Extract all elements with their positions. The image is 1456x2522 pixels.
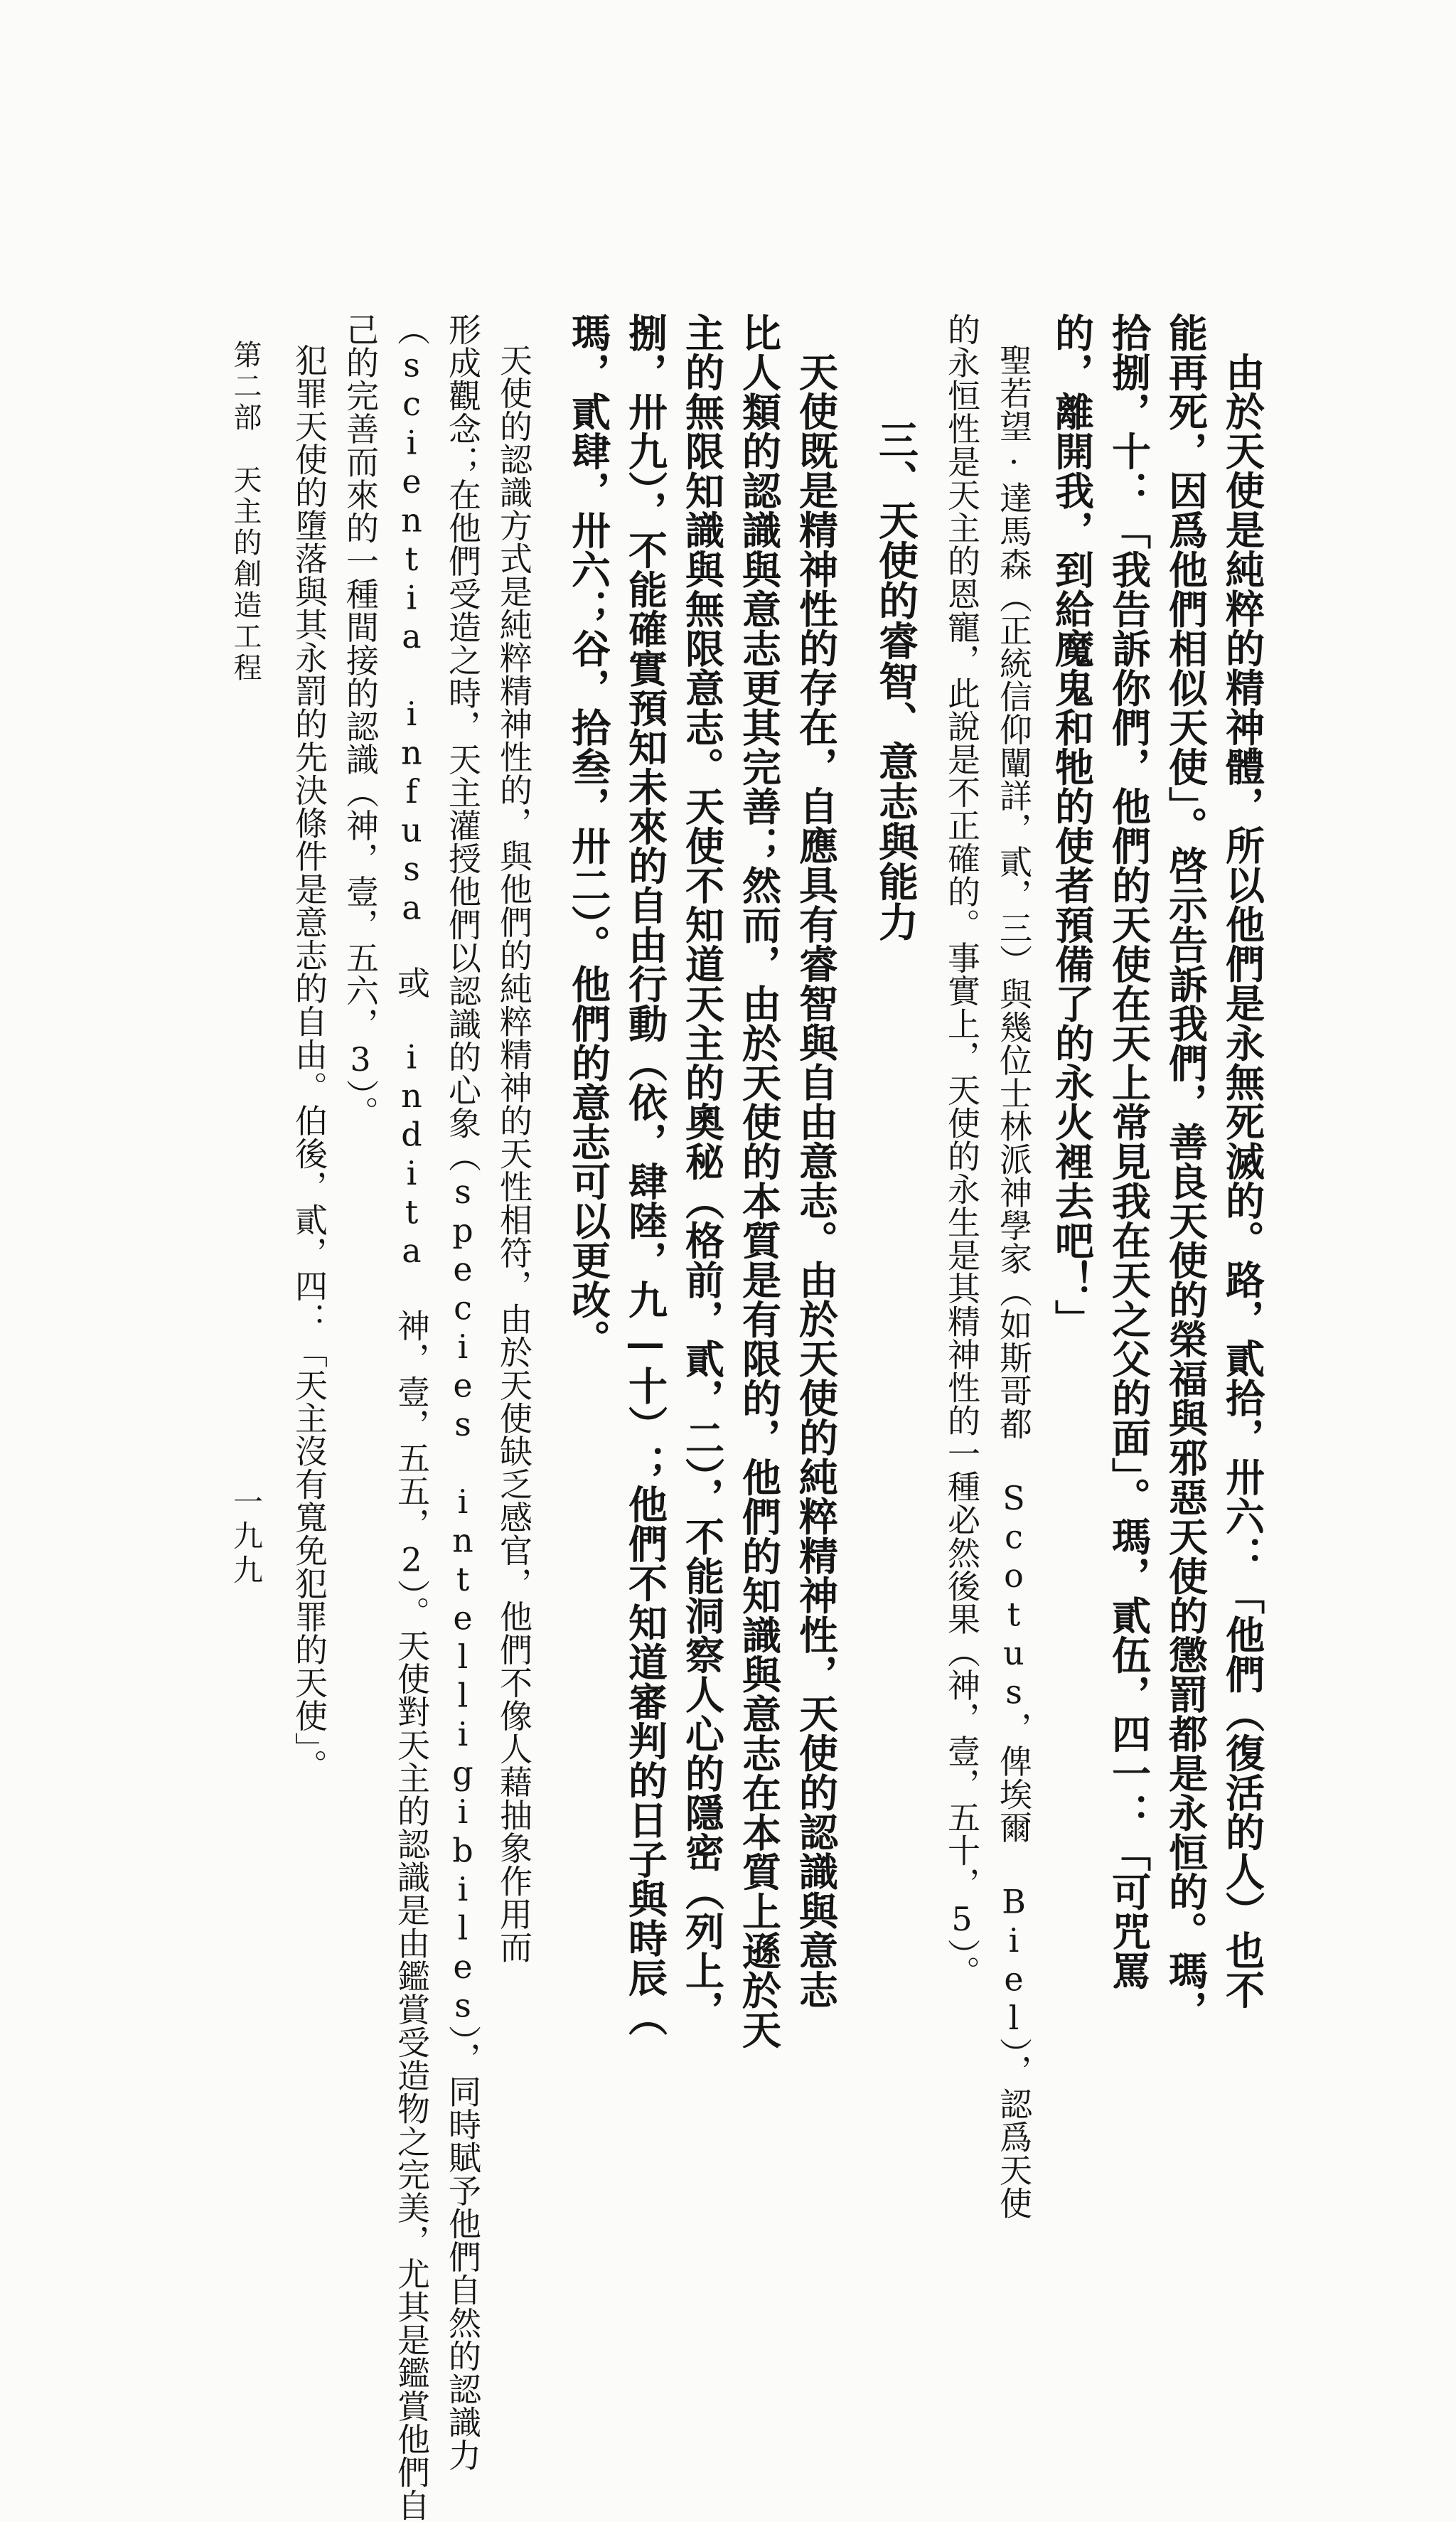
text-column-9: 比人類的認識與意志更其完善；然而，由於天使的本質是有限的，他們的知識與意志在本質上遜於天 — [736, 313, 782, 2049]
text-column-17: 犯罪天使的墮落與其永罰的先決條件是意志的自由。伯後，貳，四：「天主沒有寬免犯罪的天使」。 — [290, 343, 328, 1782]
text-column-8: 天使既是精神性的存在，自應具有睿智與自由意志。由於天使的純粹精神性，天使的認識與意志 — [793, 352, 839, 2009]
text-column-10: 主的無限知識與無限意志。天使不知道天主的奧秘（格前，貳，二），不能洞察人心的隱密（列上， — [679, 313, 725, 2030]
text-column-2: 能再死，因爲他們相似天使」。啓示告訴我們，善良天使的榮福與邪惡天使的懲罰都是永恒的。瑪， — [1162, 313, 1209, 2030]
running-footer-section: 第二部 天主的創造工程 — [229, 340, 262, 684]
text-column-16: 己的完善而來的一種間接的認識（神，壹，五六，3）。 — [341, 313, 380, 1129]
text-column-6: 的永恒性是天主的恩寵，此說是不正確的。事實上，天使的永生是其精神性的一種必然後果（神，壹，五十，5）。 — [943, 313, 981, 1989]
text-column-11: 捌，卅九），不能確實預知未來的自由行動（依，肆陸，九—十）；他們不知道審判的日子與時辰（ — [622, 313, 668, 2037]
page-number: 一九九 — [229, 1486, 264, 1588]
text-column-5: 聖若望·達馬森（正統信仰闡詳，貳，三）與幾位士林派神學家（如斯哥都 Scotus，俾埃爾 Biel），認爲天使 — [995, 343, 1033, 2220]
text-column-14: 形成觀念；在他們受造之時，天主灌授他們以認識的心象（species intelligibiles），同時賦予他們自然的認識力 — [444, 313, 482, 2472]
text-column-3: 拾捌，十：「我告訴你們，他們的天使在天上常見我在天之父的面」。瑪，貳伍，四一：「可咒罵 — [1106, 313, 1152, 1990]
text-column-15: （scientia infusa 或 indita 神，壹，五五，2）。天使對天主的認識是由鑑賞受造物之完美，尤其是鑑賞他們自 — [392, 313, 431, 2522]
text-column-4: 的，離開我，到給魔鬼和牠的使者預備了的永火裡去吧！」 — [1049, 313, 1095, 1339]
text-column-1: 由於天使是純粹的精神體，所以他們是永無死滅的。路，貳拾，卅六：「他們（復活的人）也不 — [1219, 352, 1265, 2009]
section-heading: 三、天使的睿智、意志與能力 — [872, 420, 919, 942]
text-column-13: 天使的認識方式是純粹精神性的，與他們的純粹精神的天性相符，由於天使缺乏感官，他們不像人藉抽象作用而 — [495, 343, 533, 1964]
text-column-12: 瑪，貳肆，卅六；谷，拾叁，卅二）。他們的意志可以更改。 — [565, 313, 611, 1359]
